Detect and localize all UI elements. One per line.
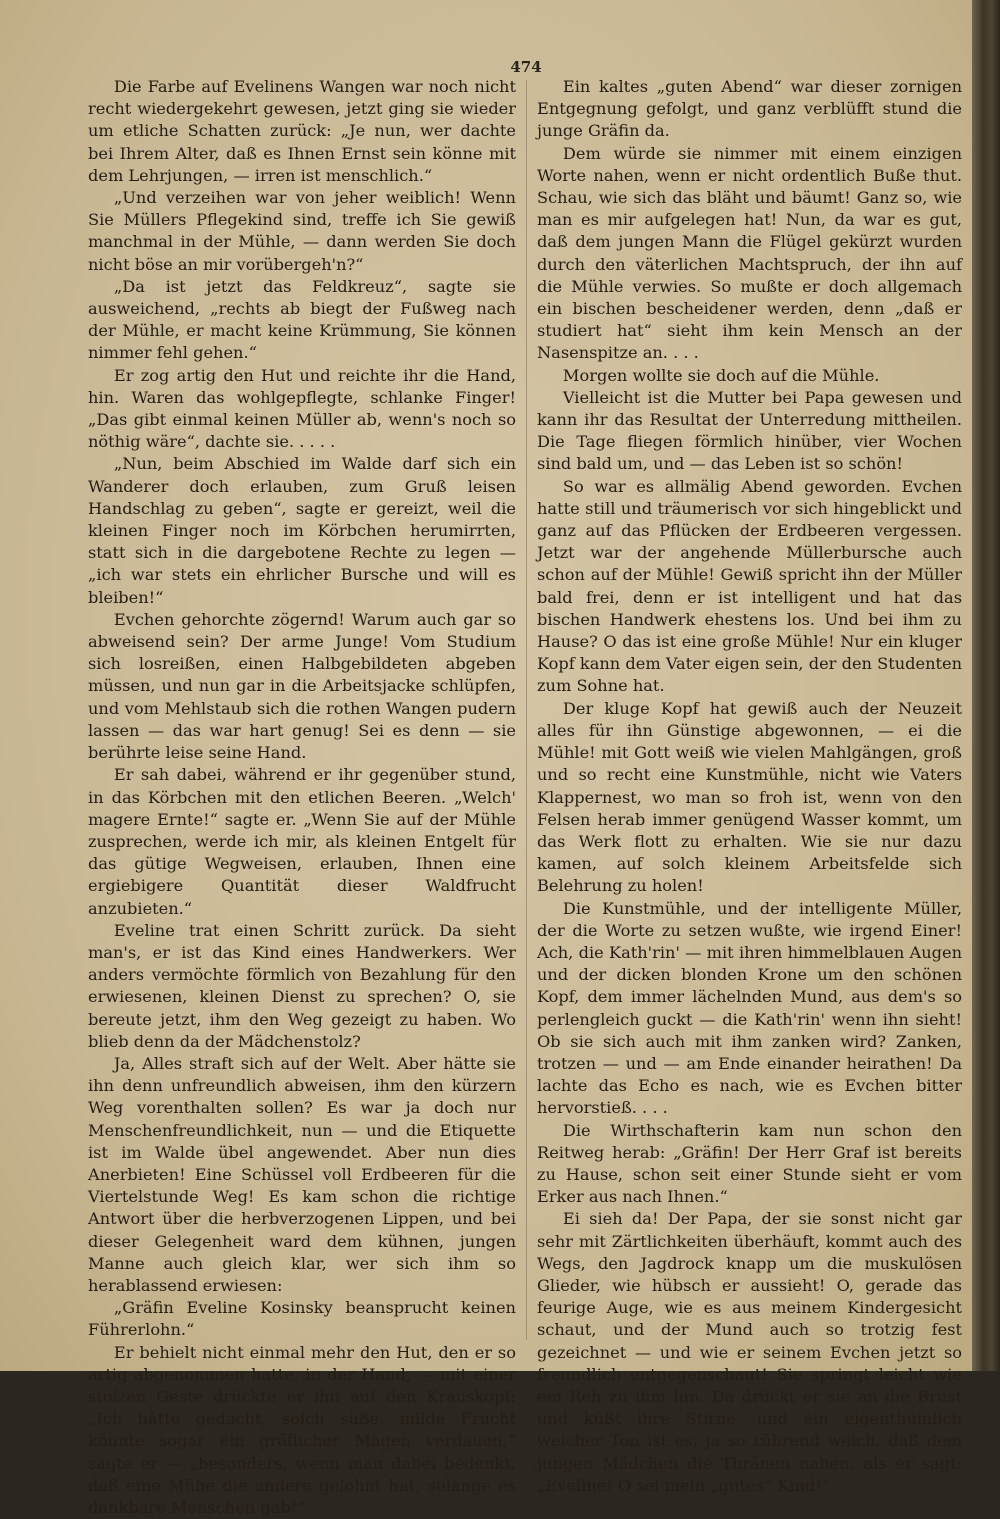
- paragraph: Die Wirthschafterin kam nun schon den Reitweg herab: „Gräfin! Der Herr Graf ist bereits zu Hause, schon seit einer Stunde sieht er vom Erker aus nach Ihnen.“: [537, 1120, 962, 1207]
- column-divider: [526, 80, 527, 1340]
- paragraph: Er behielt nicht einmal mehr den Hut, den er so artig abgenommen hatte, in der Hand, — mit einer stolzen Geste drückte er ihn auf den Krauskopf: „Ich hätte gedacht, solch süße, milde Frucht könnte sogar ein gräflicher Magen verdauen,“ sagte er — „besonders, wenn man dabei bedenkt, daß eine Mühe die andere gelohnt hat, solange es dankbare Menschen gab!“: [88, 1342, 516, 1517]
- paragraph: So war es allmälig Abend geworden. Evchen hatte still und träumerisch vor sich hingeblickt und ganz auf das Pflücken der Erdbeeren vergessen. Jetzt war der angehende Müllerbursche auch schon auf der Mühle! Gewiß spricht ihn der Müller bald frei, denn er ist intelligent und hat das bischen Handwerk ehestens los. Und bei ihm zu Hause? O das ist eine große Mühle! Nur ein kluger Kopf kann dem Vater eigen sein, der den Studenten zum Sohne hat.: [537, 476, 962, 696]
- paragraph: Der kluge Kopf hat gewiß auch der Neuzeit alles für ihn Günstige abgewonnen, — ei die Mühle! mit Gott weiß wie vielen Mahlgängen, groß und so recht eine Kunstmühle, nicht wie Vaters Klappernest, wo man so froh ist, wenn von den Felsen herab immer genügend Wasser kommt, um das Werk flott zu erhalten. Wie sie nur dazu kamen, auf solch kleinem Arbeitsfelde sich Belehrung zu holen!: [537, 698, 962, 896]
- book-binding-edge: [972, 0, 1000, 1371]
- page-number: 474: [510, 58, 542, 76]
- paragraph: Morgen wollte sie doch auf die Mühle.: [562, 365, 880, 385]
- paragraph: Die Farbe auf Evelinens Wangen war noch nicht recht wiedergekehrt gewesen, jetzt ging sie wieder um etliche Schatten zurück: „Je nun, wer dachte bei Ihrem Alter, daß es Ihnen Ernst sein könne mit dem Lehrjungen, — irren ist menschlich.“: [88, 77, 516, 185]
- paragraph: Ei sieh da! Der Papa, der sie sonst nicht gar sehr mit Zärtlichkeiten überhäuft, kommt auch des Wegs, den Jagdrock knapp um die muskulösen Glieder, wie hübsch er aussieht! O, gerade das feurige Auge, wie es aus meinem Kindergesicht schaut, und der Mund auch so trotzig fest gezeichnet — und wie er seinem Evchen jetzt so freundlich entgegenschaut! Sie springt leicht wie ein Reh zu ihm hin. Da drückt er sie an die Brust und küßt ihre Stirne, und ein eigenthümlich weicher Ton ist es, ja so rührend weich, daß dem jungen Mädchen die Thränen nahen, als er sagt: „Eveline! O sei mein „gutes“ Kind!“: [537, 1209, 962, 1495]
- paragraph: „Nun, beim Abschied im Walde darf sich ein Wanderer doch erlauben, zum Gruß leisen Handschlag zu geben“, sagte er gereizt, weil die kleinen Finger noch im Körbchen herumirrten, statt sich in die dargebotene Rechte zu legen — „ich war stets ein ehrlicher Bursche und will es bleiben!“: [88, 454, 516, 607]
- paragraph: „Und verzeihen war von jeher weiblich! Wenn Sie Müllers Pflegekind sind, treffe ich Sie gewiß manchmal in der Mühle, — dann werden Sie doch nicht böse an mir vorübergeh'n?“: [88, 188, 516, 274]
- paragraph: Er sah dabei, während er ihr gegenüber stund, in das Körbchen mit den etlichen Beeren. „Welch' magere Ernte!“ sagte er. „Wenn Sie auf der Mühle zusprechen, werde ich mir, als kleinen Entgelt für das gütige Wegweisen, erlauben, Ihnen eine ergiebigere Quantität dieser Waldfrucht anzubieten.“: [88, 765, 516, 918]
- paragraph: Die Kunstmühle, und der intelligente Müller, der die Worte zu setzen wußte, wie irgend Einer! Ach, die Kath'rin' — mit ihren himmelblauen Augen und der dicken blonden Krone um den schönen Kopf, dem immer lächelnden Mund, aus dem's so perlengleich guckt — die Kath'rin' wenn ihn sieht! Ob sie sich auch mit ihm zanken wird? Zanken, trotzen — und — am Ende einander heirathen! Da lachte das Echo es nach, wie es Evchen bitter hervorstieß. . . .: [537, 898, 962, 1118]
- paragraph: „Gräfin Eveline Kosinsky beansprucht keinen Führerlohn.“: [88, 1298, 516, 1340]
- paragraph: „Da ist jetzt das Feldkreuz“, sagte sie ausweichend, „rechts ab biegt der Fußweg nach der Mühle, er macht keine Krümmung, Sie können nimmer fehl gehen.“: [88, 276, 516, 363]
- paragraph: Ja, Alles straft sich auf der Welt. Aber hätte sie ihn denn unfreundlich abweisen, ihm den kürzern Weg vorenthalten sollen? Es war ja doch nur Menschenfreundlichkeit, nun — und die Etiquette ist im Walde übel angewendet. Aber nun dies Anerbieten! Eine Schüssel voll Erdbeeren für die Viertelstunde Weg! Es kam schon die richtige Antwort über die herbverzogenen Lippen, und bei dieser Gelegenheit ward dem kühnen, jungen Manne auch gleich klar, wer sich ihm so herablassend erwiesen:: [88, 1053, 516, 1295]
- right-column: [537, 76, 962, 1497]
- paragraph: Ein kaltes „guten Abend“ war dieser zornigen Entgegnung gefolgt, und ganz verblüfft stund die junge Gräfin da.: [537, 77, 962, 141]
- paragraph: Eveline trat einen Schritt zurück. Da sieht man's, er ist das Kind eines Handwerkers. Wer anders vermöchte förmlich von Bezahlung für den erwiesenen, kleinen Dienst zu sprechen? O, sie bereute jetzt, ihm den Weg gezeigt zu haben. Wo blieb denn da der Mädchenstolz?: [88, 920, 516, 1051]
- paragraph: Evchen gehorchte zögernd! Warum auch gar so abweisend sein? Der arme Junge! Vom Studium sich losreißen, einen Halbgebildeten abgeben müssen, und nun gar in die Arbeitsjacke schlüpfen, und vom Mehlstaub sich die rothen Wangen pudern lassen — das war hart genug! Sei es denn — sie berührte leise seine Hand.: [88, 609, 516, 763]
- paragraph: Er zog artig den Hut und reichte ihr die Hand, hin. Waren das wohlgepflegte, schlanke Finger! „Das gibt einmal keinen Müller ab, wenn's noch so nöthig wäre“, dachte sie. . . . .: [88, 365, 516, 452]
- paragraph: Vielleicht ist die Mutter bei Papa gewesen und kann ihr das Resultat der Unterredung mittheilen. Die Tage fliegen förmlich hinüber, vier Wochen sind bald um, und — das Leben ist so schön!: [537, 387, 962, 474]
- left-column: [88, 76, 516, 1519]
- paragraph: Dem würde sie nimmer mit einem einzigen Worte nahen, wenn er nicht ordentlich Buße thut. Schau, wie sich das bläht und bäumt! Ganz so, wie man es mir aufgelegen hat! Nun, da war es gut, daß dem jungen Mann die Flügel gekürzt wurden durch den väterlichen Machtspruch, der ihn auf die Mühle verwies. So mußte er doch allgemach ein bischen bescheidener werden, denn „daß er studiert hat“ sieht ihm kein Mensch an der Nasenspitze an. . . .: [537, 143, 962, 363]
